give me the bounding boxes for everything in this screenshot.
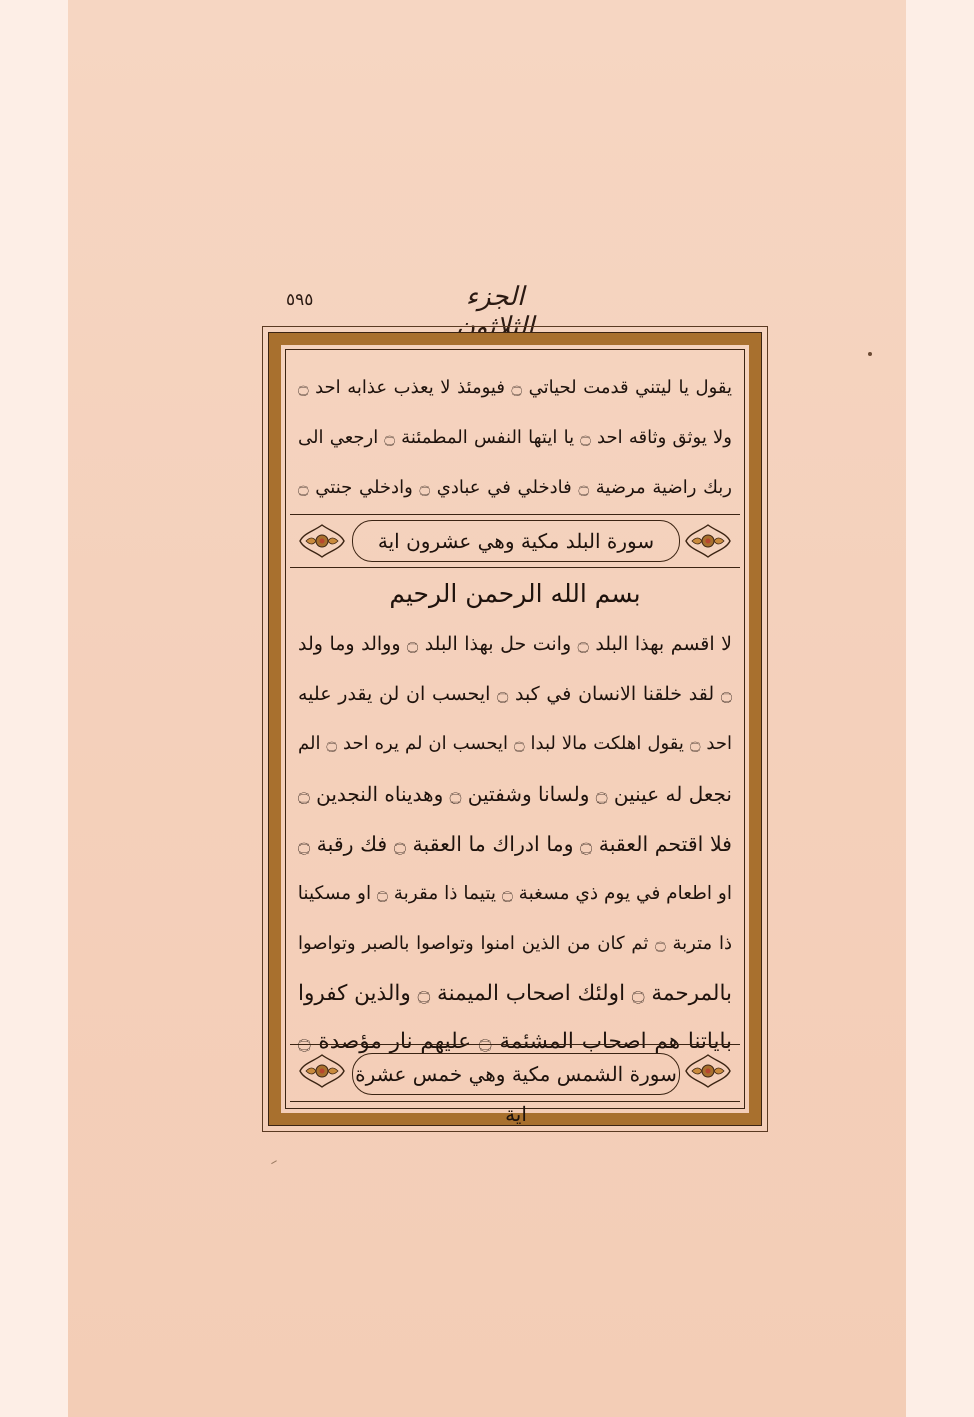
basmala: بسم الله الرحمن الرحيم [389,579,641,608]
text-line: باياتنا هم اصحاب المشئمة ۝ عليهم نار مؤصدة ۝ [298,1029,732,1054]
text-line: ولا يوثق وثاقه احد ۝ يا ايتها النفس المطمئنة ۝ ارجعي الى [298,427,732,448]
text-line: نجعل له عينين ۝ ولسانا وشفتين ۝ وهديناه النجدين ۝ [298,782,732,806]
ink-speck [868,352,872,356]
surah-header-balad [290,514,740,568]
surah-title-cartouche: سورة البلد مكية وهي عشرون اية [352,520,680,562]
juz-title: الجزء الثلاثون [455,282,535,342]
text-line: او اطعام في يوم ذي مسغبة ۝ يتيما ذا مقربة ۝ او مسكينا [298,883,732,904]
text-line: ذا متربة ۝ ثم كان من الذين امنوا وتواصوا بالصبر وتواصوا [298,933,732,954]
text-line: يقول يا ليتني قدمت لحياتي ۝ فيومئذ لا يعذب عذابه احد ۝ [298,377,732,398]
text-line: لا اقسم بهذا البلد ۝ وانت حل بهذا البلد ۝ ووالد وما ولد [298,633,732,655]
floral-illumination-icon [682,1051,734,1091]
text-line: احد ۝ يقول اهلكت مالا لبدا ۝ ايحسب ان لم يره احد ۝ الم [298,733,732,754]
text-line: فلا اقتحم العقبة ۝ وما ادراك ما العقبة ۝ فك رقبة ۝ [298,832,732,856]
text-line: ربك راضية مرضية ۝ فادخلي في عبادي ۝ وادخلي جنتي ۝ [298,477,732,498]
floral-illumination-icon [682,521,734,561]
floral-illumination-icon [296,1051,348,1091]
floral-illumination-icon [296,521,348,561]
page-number: ٥٩٥ [286,290,314,310]
surah-title-cartouche: سورة الشمس مكية وهي خمس عشرة اية [352,1053,680,1095]
surah-header-shams [290,1044,740,1126]
text-block [290,354,740,1126]
text-line: ۝ لقد خلقنا الانسان في كبد ۝ ايحسب ان لن يقدر عليه [298,683,732,705]
text-line: بالمرحمة ۝ اولئك اصحاب الميمنة ۝ والذين كفروا [298,981,732,1006]
